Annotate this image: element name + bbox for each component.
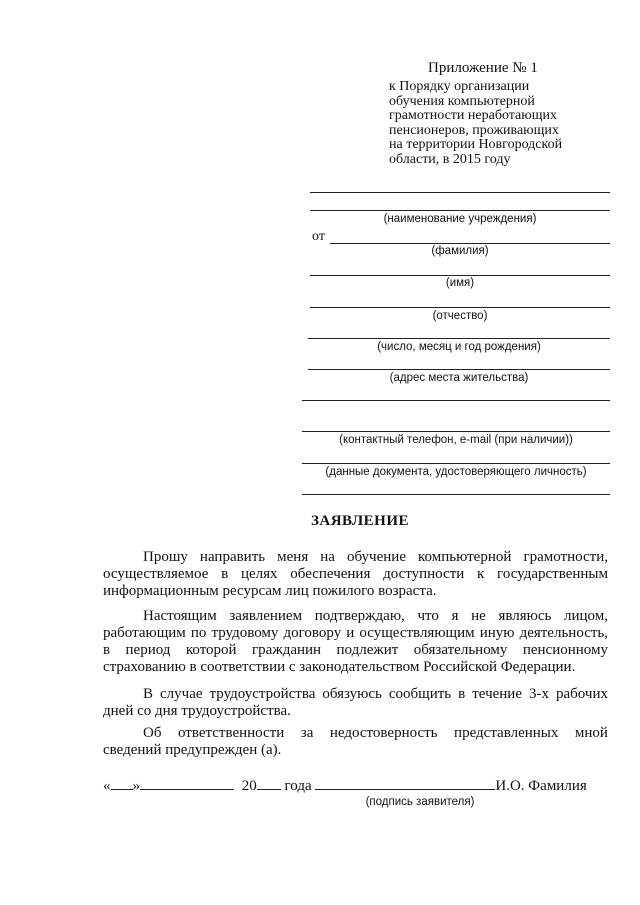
appendix-title: Приложение № 1	[428, 60, 538, 76]
month-field[interactable]	[140, 776, 234, 790]
paragraph-3	[103, 686, 608, 720]
paragraph-text: В случае трудоустройства обязуюсь сообщить в течение 3-х рабочих	[143, 686, 608, 702]
paragraph-line	[103, 725, 608, 742]
paragraph-line: осуществляемое в целях обеспечения доступности к государственным	[103, 566, 608, 582]
institution-line-2[interactable]	[310, 210, 610, 211]
paragraph-2	[103, 608, 608, 676]
year-field[interactable]	[257, 776, 281, 790]
surname-caption: (фамилия)	[431, 245, 489, 257]
signer-name: И.О. Фамилия	[495, 778, 587, 794]
signature-caption: (подпись заявителя)	[365, 796, 475, 808]
name-caption: (имя)	[445, 277, 475, 289]
patronymic-line[interactable]	[310, 307, 610, 308]
id-document-caption: (данные документа, удостоверяющего личность)	[325, 466, 587, 478]
appendix-line: обучения компьютерной	[389, 93, 535, 109]
appendix-line: грамотности неработающих	[389, 108, 558, 123]
signature-field[interactable]	[315, 776, 495, 790]
birth-date-caption: (число, месяц и год рождения)	[377, 341, 541, 353]
paragraph-line: работающим по трудовому договору и осуществляющим иную деятельность,	[103, 625, 608, 641]
address-line-2[interactable]	[302, 400, 610, 401]
appendix-line: пенсионеров, проживающих	[389, 122, 559, 138]
appendix-line: на территории Новгородской	[389, 137, 563, 152]
paragraph-word: Об	[143, 725, 162, 741]
id-document-line-2[interactable]	[302, 494, 610, 495]
birth-date-line[interactable]	[308, 338, 610, 339]
paragraph-word: недостоверность	[329, 725, 438, 741]
paragraph-line	[103, 549, 608, 566]
address-caption: (адрес места жительства)	[389, 372, 529, 384]
paragraph-line: страхованию в соответствии с законодательством Российской Федерации.	[103, 659, 576, 675]
paragraph-line: сведений предупрежден (а).	[103, 742, 282, 758]
paragraph-line: информационным ресурсам лиц пожилого возраста.	[103, 583, 437, 599]
close-quote: »	[132, 778, 140, 794]
patronymic-caption: (отчество)	[432, 310, 488, 322]
paragraph-word: мной	[574, 725, 608, 741]
open-quote: «	[103, 778, 111, 794]
paragraph-text: Настоящим заявлением подтверждаю, что я не являюсь лицом,	[143, 608, 608, 624]
address-line-1[interactable]	[308, 369, 610, 370]
institution-line-1[interactable]	[310, 192, 610, 193]
paragraph-word: ответственности	[177, 725, 285, 741]
contacts-caption: (контактный телефон, e-mail (при наличии))	[339, 434, 573, 446]
paragraph-line	[103, 608, 608, 625]
id-document-line-1[interactable]	[302, 463, 610, 464]
day-field[interactable]	[111, 776, 133, 790]
document-heading: ЗАЯВЛЕНИЕ	[310, 513, 410, 529]
name-line[interactable]	[310, 275, 610, 276]
paragraph-text: Прошу направить меня на обучение компьютерной грамотности,	[143, 549, 608, 565]
contacts-line[interactable]	[302, 431, 610, 432]
paragraph-line: в период которой гражданин подлежит обязательному пенсионному	[103, 642, 608, 658]
from-label: от	[312, 229, 325, 244]
paragraph-word: представленных	[454, 725, 559, 741]
paragraph-1	[103, 549, 608, 600]
year-suffix: года	[284, 778, 312, 794]
signature-row	[103, 776, 587, 795]
paragraph-line	[103, 686, 608, 703]
institution-caption: (наименование учреждения)	[383, 213, 537, 225]
appendix-line: к Порядку организации	[389, 79, 530, 94]
paragraph-4	[103, 725, 608, 759]
appendix-line: области, в 2015 году	[389, 151, 511, 167]
paragraph-word: за	[300, 725, 314, 741]
appendix-description	[389, 80, 589, 167]
surname-line[interactable]	[330, 243, 610, 244]
year-prefix: 20	[241, 778, 257, 794]
paragraph-line: дней со дня трудоустройства.	[103, 703, 291, 719]
